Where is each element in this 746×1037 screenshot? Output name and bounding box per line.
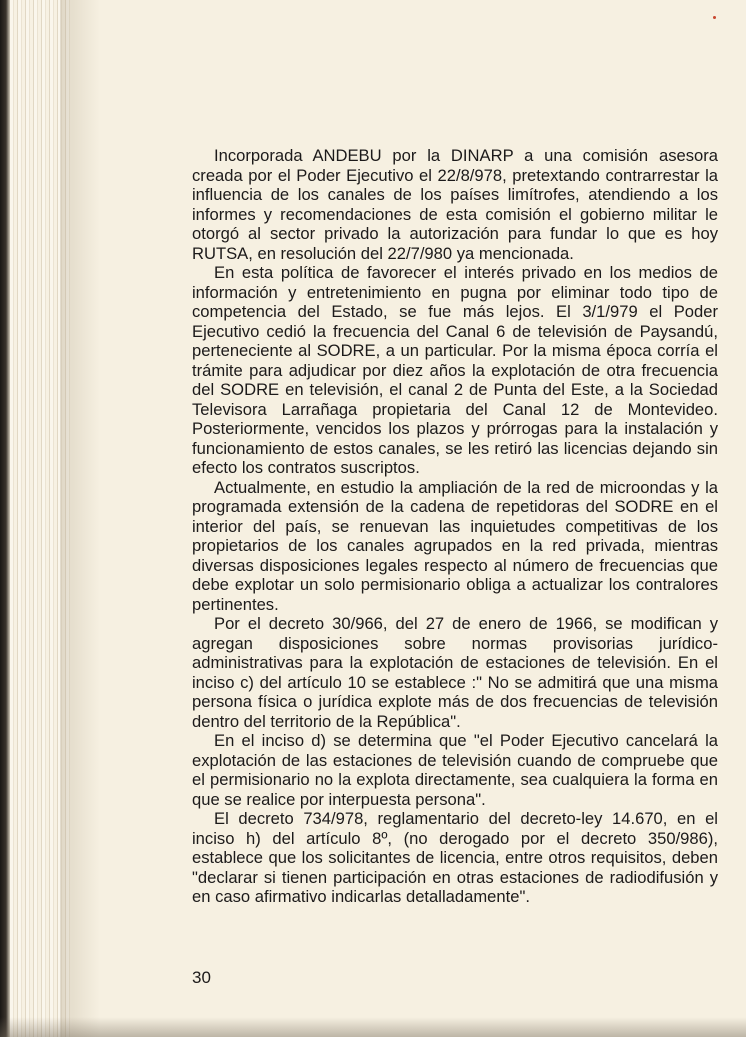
paragraph-5: En el inciso d) se determina que "el Poder Ejecutivo cancelará la explotación de las estaciones de televisión cuando de compruebe que el permisionario no la explota directamente, sea cualquiera la forma en que se realice por interpuesta persona".: [192, 731, 718, 809]
ink-speck: [713, 16, 716, 19]
body-text: [192, 146, 718, 907]
bottom-shadow: [0, 1017, 746, 1037]
book-spine: [0, 0, 10, 1037]
paragraph-1: Incorporada ANDEBU por la DINARP a una comisión asesora creada por el Poder Ejecutivo el 22/8/978, pretextando contrarrestar la influencia de los canales de los países limítrofes, atendiendo a los informes y recomendaciones de esta comisión el gobierno militar le otorgó al sector privado la autorización para fundar lo que es hoy RUTSA, en resolución del 22/7/980 ya mencionada.: [192, 146, 718, 263]
page-number: 30: [192, 968, 211, 987]
gutter-shadow: [60, 0, 100, 1037]
paragraph-4: Por el decreto 30/966, del 27 de enero de 1966, se modifican y agregan disposiciones sobre normas provisorias jurídico-administrativas para la explotación de estaciones de televisión. En el inciso c) del artículo 10 se establece :" No se admitirá que una misma persona física o jurídica explote más de dos frecuencias de televisión dentro del territorio de la República".: [192, 614, 718, 731]
paragraph-3: Actualmente, en estudio la ampliación de la red de microondas y la programada extensión de la cadena de repetidoras del SODRE en el interior del país, se renuevan las inquietudes competitivas de los propietarios de los canales agrupados en la red privada, mientras diversas disposiciones legales respecto al número de frecuencias que debe explotar un solo permisionario obliga a actualizar los contralores pertinentes.: [192, 477, 718, 614]
paragraph-2: En esta política de favorecer el interés privado en los medios de información y entretenimiento en pugna por eliminar todo tipo de competencia del Estado, se fue más lejos. El 3/1/979 el Poder Ejecutivo cedió la frecuencia del Canal 6 de televisión de Paysandú, perteneciente al SODRE, a un particular. Por la misma época corría el trámite para adjudicar por diez años la explotación de otra frecuencia del SODRE en televisión, el canal 2 de Punta del Este, a la Sociedad Televisora Larrañaga propietaria del Canal 12 de Montevideo. Posteriormente, vencidos los plazos y prórrogas para la instalación y funcionamiento de estos canales, se les retiró las licencias dejando sin efecto los contratos suscriptos.: [192, 263, 718, 477]
paragraph-6: El decreto 734/978, reglamentario del decreto-ley 14.670, en el inciso h) del artículo 8º, (no derogado por el decreto 350/986), establece que los solicitantes de licencia, entre otros requisitos, deben "declarar si tienen participación en otras estaciones de radiodifusión y en caso afirmativo indicarlas detalladamente".: [192, 809, 718, 906]
